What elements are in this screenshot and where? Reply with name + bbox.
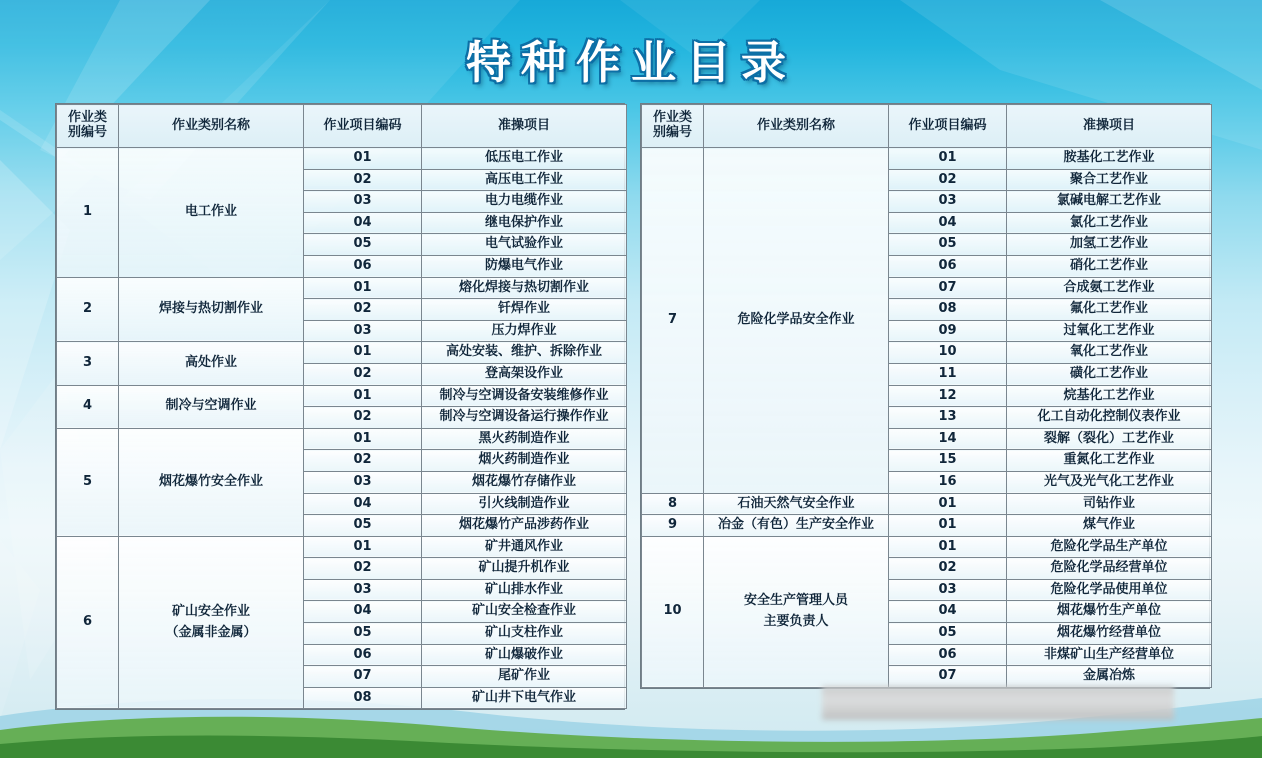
item-code-cell: 02	[304, 558, 422, 580]
permitted-item-cell: 继电保护作业	[422, 212, 627, 234]
header-permitted-item: 准操项目	[422, 105, 627, 148]
item-code-cell: 06	[304, 255, 422, 277]
permitted-item-cell: 压力焊作业	[422, 320, 627, 342]
permitted-item-cell: 矿山支柱作业	[422, 623, 627, 645]
item-code-cell: 05	[889, 234, 1007, 256]
permitted-item-cell: 烟火药制造作业	[422, 450, 627, 472]
permitted-item-cell: 危险化学品经营单位	[1007, 558, 1212, 580]
poster-title-container	[0, 26, 1262, 91]
item-code-cell: 03	[889, 191, 1007, 213]
table-header-row	[642, 105, 1212, 148]
permitted-item-cell: 合成氨工艺作业	[1007, 277, 1212, 299]
item-code-cell: 06	[304, 644, 422, 666]
permitted-item-cell: 氟化工艺作业	[1007, 299, 1212, 321]
table-row	[57, 385, 627, 407]
item-code-cell: 08	[304, 687, 422, 709]
item-code-cell: 01	[304, 428, 422, 450]
item-code-cell: 05	[889, 623, 1007, 645]
item-code-cell: 15	[889, 450, 1007, 472]
table-row	[57, 428, 627, 450]
permitted-item-cell: 矿山爆破作业	[422, 644, 627, 666]
item-code-cell: 06	[889, 644, 1007, 666]
item-code-cell: 02	[304, 169, 422, 191]
blurred-watermark	[822, 686, 1174, 720]
category-name-cell: 电工作业	[119, 148, 304, 278]
item-code-cell: 02	[889, 558, 1007, 580]
permitted-item-cell: 非煤矿山生产经营单位	[1007, 644, 1212, 666]
header-category-number-line2: 别编号	[652, 125, 692, 140]
permitted-item-cell: 化工自动化控制仪表作业	[1007, 407, 1212, 429]
permitted-item-cell: 矿山安全检查作业	[422, 601, 627, 623]
permitted-item-cell: 引火线制造作业	[422, 493, 627, 515]
permitted-item-cell: 低压电工作业	[422, 148, 627, 170]
permitted-item-cell: 危险化学品使用单位	[1007, 579, 1212, 601]
permitted-item-cell: 磺化工艺作业	[1007, 363, 1212, 385]
table-row	[642, 536, 1212, 558]
permitted-item-cell: 烟花爆竹经营单位	[1007, 623, 1212, 645]
item-code-cell: 04	[304, 601, 422, 623]
permitted-item-cell: 过氧化工艺作业	[1007, 320, 1212, 342]
category-name-cell: 焊接与热切割作业	[119, 277, 304, 342]
permitted-item-cell: 胺基化工艺作业	[1007, 148, 1212, 170]
item-code-cell: 02	[304, 450, 422, 472]
permitted-item-cell: 防爆电气作业	[422, 255, 627, 277]
table-row	[642, 515, 1212, 537]
category-number-cell: 10	[642, 536, 704, 687]
item-code-cell: 12	[889, 385, 1007, 407]
permitted-item-cell: 钎焊作业	[422, 299, 627, 321]
table-row	[642, 493, 1212, 515]
item-code-cell: 01	[889, 536, 1007, 558]
category-name-line1: 安全生产管理人员	[743, 593, 848, 609]
item-code-cell: 04	[889, 601, 1007, 623]
category-number-cell: 5	[57, 428, 119, 536]
category-name-cell: 高处作业	[119, 342, 304, 385]
header-category-name: 作业类别名称	[119, 105, 304, 148]
item-code-cell: 05	[304, 515, 422, 537]
header-item-code: 作业项目编码	[304, 105, 422, 148]
item-code-cell: 06	[889, 255, 1007, 277]
permitted-item-cell: 煤气作业	[1007, 515, 1212, 537]
item-code-cell: 05	[304, 234, 422, 256]
table-row	[57, 277, 627, 299]
special-operations-table-right	[640, 103, 1210, 689]
item-code-cell: 02	[304, 407, 422, 429]
item-code-cell: 07	[889, 277, 1007, 299]
item-code-cell: 13	[889, 407, 1007, 429]
category-name-cell: 石油天然气安全作业	[704, 493, 889, 515]
item-code-cell: 08	[889, 299, 1007, 321]
permitted-item-cell: 裂解（裂化）工艺作业	[1007, 428, 1212, 450]
item-code-cell: 02	[889, 169, 1007, 191]
item-code-cell: 01	[889, 493, 1007, 515]
permitted-item-cell: 烷基化工艺作业	[1007, 385, 1212, 407]
header-category-number-line2: 别编号	[67, 125, 107, 140]
item-code-cell: 03	[304, 471, 422, 493]
left-table-body	[57, 148, 627, 709]
permitted-item-cell: 电气试验作业	[422, 234, 627, 256]
category-name-line2: （金属非金属）	[165, 624, 257, 640]
table-row	[642, 148, 1212, 170]
table-row	[57, 536, 627, 558]
header-category-number	[57, 105, 119, 148]
item-code-cell: 04	[889, 212, 1007, 234]
category-number-cell: 7	[642, 148, 704, 494]
table-row	[57, 342, 627, 364]
right-table-body	[642, 148, 1212, 688]
header-permitted-item: 准操项目	[1007, 105, 1212, 148]
item-code-cell: 09	[889, 320, 1007, 342]
permitted-item-cell: 氧化工艺作业	[1007, 342, 1212, 364]
permitted-item-cell: 制冷与空调设备安装维修作业	[422, 385, 627, 407]
category-name-line2: 主要负责人	[763, 613, 829, 629]
item-code-cell: 03	[304, 579, 422, 601]
item-code-cell: 04	[304, 493, 422, 515]
category-number-cell: 4	[57, 385, 119, 428]
item-code-cell: 02	[304, 363, 422, 385]
item-code-cell: 07	[304, 666, 422, 688]
permitted-item-cell: 黑火药制造作业	[422, 428, 627, 450]
item-code-cell: 04	[304, 212, 422, 234]
header-category-number-line1: 作业类	[652, 110, 692, 126]
permitted-item-cell: 矿山提升机作业	[422, 558, 627, 580]
permitted-item-cell: 氯化工艺作业	[1007, 212, 1212, 234]
category-name-cell	[119, 536, 304, 709]
item-code-cell: 01	[304, 342, 422, 364]
header-item-code: 作业项目编码	[889, 105, 1007, 148]
category-name-line1: 矿山安全作业	[171, 604, 250, 620]
item-code-cell: 03	[889, 579, 1007, 601]
item-code-cell: 03	[304, 191, 422, 213]
special-operations-table-left	[55, 103, 625, 710]
permitted-item-cell: 光气及光气化工艺作业	[1007, 471, 1212, 493]
permitted-item-cell: 重氮化工艺作业	[1007, 450, 1212, 472]
category-number-cell: 9	[642, 515, 704, 537]
category-number-cell: 8	[642, 493, 704, 515]
permitted-item-cell: 金属冶炼	[1007, 666, 1212, 688]
category-number-cell: 1	[57, 148, 119, 278]
header-category-name: 作业类别名称	[704, 105, 889, 148]
permitted-item-cell: 烟花爆竹存储作业	[422, 471, 627, 493]
permitted-item-cell: 加氢工艺作业	[1007, 234, 1212, 256]
category-number-cell: 3	[57, 342, 119, 385]
table-row	[57, 148, 627, 170]
permitted-item-cell: 熔化焊接与热切割作业	[422, 277, 627, 299]
item-code-cell: 07	[889, 666, 1007, 688]
category-name-cell	[704, 536, 889, 687]
category-number-cell: 6	[57, 536, 119, 709]
category-name-cell: 冶金（有色）生产安全作业	[704, 515, 889, 537]
category-number-cell: 2	[57, 277, 119, 342]
permitted-item-cell: 尾矿作业	[422, 666, 627, 688]
item-code-cell: 01	[304, 277, 422, 299]
item-code-cell: 02	[304, 299, 422, 321]
left-table	[56, 104, 627, 709]
permitted-item-cell: 聚合工艺作业	[1007, 169, 1212, 191]
permitted-item-cell: 司钻作业	[1007, 493, 1212, 515]
permitted-item-cell: 制冷与空调设备运行操作作业	[422, 407, 627, 429]
category-name-cell: 烟花爆竹安全作业	[119, 428, 304, 536]
header-category-number	[642, 105, 704, 148]
permitted-item-cell: 烟花爆竹生产单位	[1007, 601, 1212, 623]
permitted-item-cell: 高处安装、维护、拆除作业	[422, 342, 627, 364]
permitted-item-cell: 矿山排水作业	[422, 579, 627, 601]
permitted-item-cell: 登高架设作业	[422, 363, 627, 385]
permitted-item-cell: 烟花爆竹产品涉药作业	[422, 515, 627, 537]
permitted-item-cell: 危险化学品生产单位	[1007, 536, 1212, 558]
right-table	[641, 104, 1212, 688]
category-name-cell: 危险化学品安全作业	[704, 148, 889, 494]
item-code-cell: 01	[304, 536, 422, 558]
item-code-cell: 01	[304, 385, 422, 407]
item-code-cell: 01	[304, 148, 422, 170]
category-name-cell: 制冷与空调作业	[119, 385, 304, 428]
page-title: 特种作业目录	[465, 36, 796, 89]
permitted-item-cell: 矿山井下电气作业	[422, 687, 627, 709]
permitted-item-cell: 高压电工作业	[422, 169, 627, 191]
item-code-cell: 11	[889, 363, 1007, 385]
item-code-cell: 03	[304, 320, 422, 342]
item-code-cell: 01	[889, 148, 1007, 170]
permitted-item-cell: 电力电缆作业	[422, 191, 627, 213]
item-code-cell: 14	[889, 428, 1007, 450]
header-category-number-line1: 作业类	[67, 110, 107, 126]
item-code-cell: 10	[889, 342, 1007, 364]
permitted-item-cell: 矿井通风作业	[422, 536, 627, 558]
item-code-cell: 05	[304, 623, 422, 645]
table-header-row	[57, 105, 627, 148]
permitted-item-cell: 氯碱电解工艺作业	[1007, 191, 1212, 213]
permitted-item-cell: 硝化工艺作业	[1007, 255, 1212, 277]
item-code-cell: 16	[889, 471, 1007, 493]
item-code-cell: 01	[889, 515, 1007, 537]
